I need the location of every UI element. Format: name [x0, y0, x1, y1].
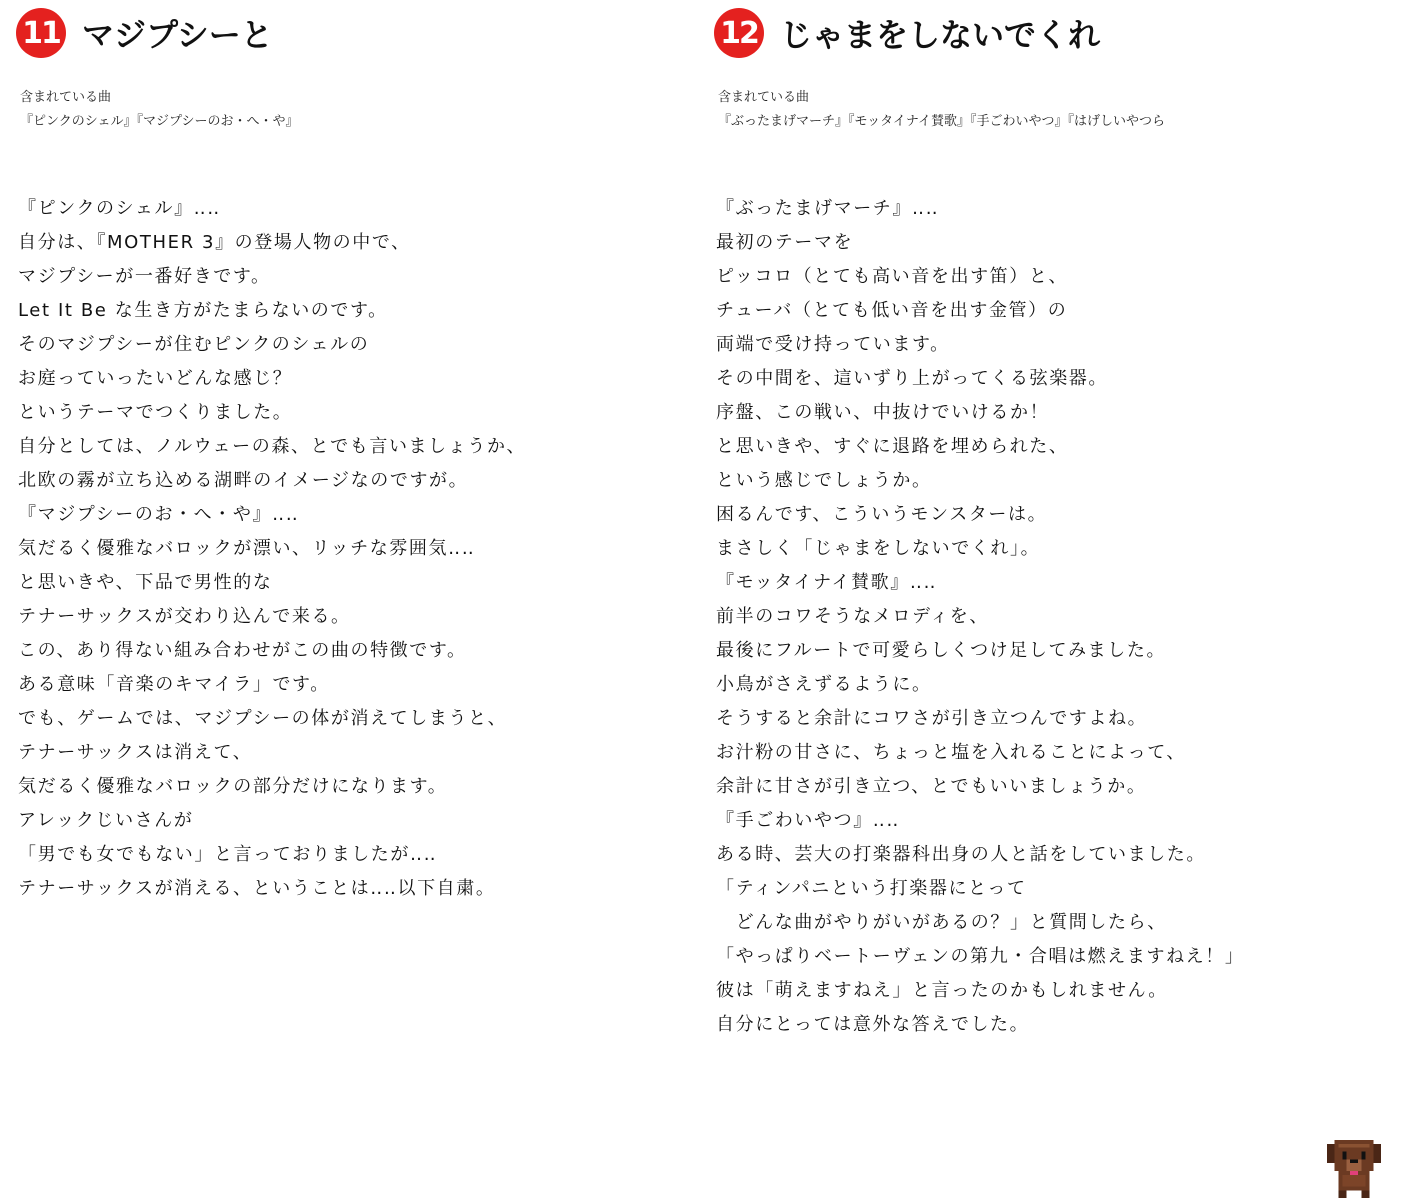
text-line: 気だるく優雅なバロックの部分だけになります。: [18, 776, 448, 797]
included-songs-block: [20, 86, 298, 134]
text-line: 最初のテーマを: [716, 232, 854, 253]
right-title-row: [714, 8, 1100, 58]
text-line: 「男でも女でもない」と言っておりましたが‥‥: [18, 844, 438, 865]
track-title: マジプシーと: [82, 16, 273, 54]
text-line: 最後にフルートで可愛らしくつけ足してみました。: [716, 640, 1167, 661]
text-line: 『ピンクのシェル』‥‥: [18, 198, 221, 219]
left-title-row: [16, 8, 273, 58]
track-title: じゃまをしないでくれ: [780, 16, 1101, 54]
text-line: そうすると余計にコワさが引き立つんですよね。: [716, 708, 1148, 729]
text-line: Let It Be な生き方がたまらないのです。: [18, 300, 388, 321]
text-line: という感じでしょうか。: [716, 470, 932, 491]
commentary-text: [716, 192, 1244, 1042]
text-line: と思いきや、下品で男性的な: [18, 572, 273, 593]
text-line: 気だるく優雅なバロックが漂い、リッチな雰囲気‥‥: [18, 538, 476, 559]
text-line: そのマジプシーが住むピンクのシェルの: [18, 334, 370, 355]
text-line: お庭っていったいどんな感じ？: [18, 368, 293, 389]
text-line: 『マジプシーのお・へ・や』‥‥: [18, 504, 300, 525]
text-line: 「ティンパニという打楽器にとって: [716, 878, 1027, 899]
text-line: 『モッタイナイ賛歌』‥‥: [716, 572, 938, 593]
text-line: 前半のコワそうなメロディを、: [716, 606, 989, 627]
text-line: まさしく「じゃまをしないでくれ」。: [716, 538, 1041, 559]
text-line: アレックじいさんが: [18, 810, 194, 831]
included-songs-block: [718, 86, 1165, 134]
text-line: テナーサックスが消える、ということは‥‥以下自粛。: [18, 878, 496, 899]
text-line: というテーマでつくりました。: [18, 402, 293, 423]
text-line: この、あり得ない組み合わせがこの曲の特徴です。: [18, 640, 467, 661]
text-line: 彼は「萌えますねえ」と言ったのかもしれません。: [716, 980, 1168, 1001]
text-line: お汁粉の甘さに、ちょっと塩を入れることによって、: [716, 742, 1187, 763]
included-songs: 『ぶったまげマーチ』『モッタイナイ賛歌』『手ごわいやつ』『はげしいやつら: [718, 114, 1165, 129]
text-line: 序盤、この戦い、中抜けでいけるか！: [716, 402, 1050, 423]
text-line: テナーサックスが交わり込んで来る。: [18, 606, 351, 627]
included-label: 含まれている曲: [718, 90, 810, 105]
text-line: マジプシーが一番好きです。: [18, 266, 271, 287]
commentary-text: [18, 192, 526, 906]
text-line: その中間を、這いずり上がってくる弦楽器。: [716, 368, 1108, 389]
track-number-badge: 11: [16, 8, 66, 58]
text-line: 『ぶったまげマーチ』‥‥: [716, 198, 940, 219]
text-line: テナーサックスは消えて、: [18, 742, 253, 763]
text-line: ピッコロ（とても高い音を出す笛）と、: [716, 266, 1069, 287]
included-songs: 『ピンクのシェル』『マジプシーのお・へ・や』: [20, 114, 299, 129]
text-line: ある時、芸大の打楽器科出身の人と話をしていました。: [716, 844, 1206, 865]
text-line: 困るんです、こういうモンスターは。: [716, 504, 1048, 525]
text-line: 「やっぱりベートーヴェンの第九・合唱は燃えますねえ！」: [716, 946, 1245, 967]
text-line: でも、ゲームでは、マジプシーの体が消えてしまうと、: [18, 708, 508, 729]
included-label: 含まれている曲: [20, 90, 112, 105]
text-line: 小鳥がさえずるように。: [716, 674, 932, 695]
text-line: 『手ごわいやつ』‥‥: [716, 810, 901, 831]
text-line: チューバ（とても低い音を出す金管）の: [716, 300, 1068, 321]
text-line: と思いきや、すぐに退路を埋められた、: [716, 436, 1069, 457]
text-line: 自分は、『MOTHER 3』の登場人物の中で、: [18, 232, 411, 253]
text-line: 北欧の霧が立ち込める湖畔のイメージなのですが。: [18, 470, 469, 491]
text-line: どんな曲がやりがいがあるの？」と質問したら、: [716, 912, 1167, 933]
pixel-dog-icon: [1326, 1140, 1382, 1198]
text-line: 自分にとっては意外な答えでした。: [716, 1014, 1030, 1035]
track-number-badge: 12: [714, 8, 764, 58]
text-line: ある意味「音楽のキマイラ」です。: [18, 674, 330, 695]
text-line: 自分としては、ノルウェーの森、とでも言いましょうか、: [18, 436, 527, 457]
text-line: 余計に甘さが引き立つ、とでもいいましょうか。: [716, 776, 1147, 797]
text-line: 両端で受け持っています。: [716, 334, 950, 355]
